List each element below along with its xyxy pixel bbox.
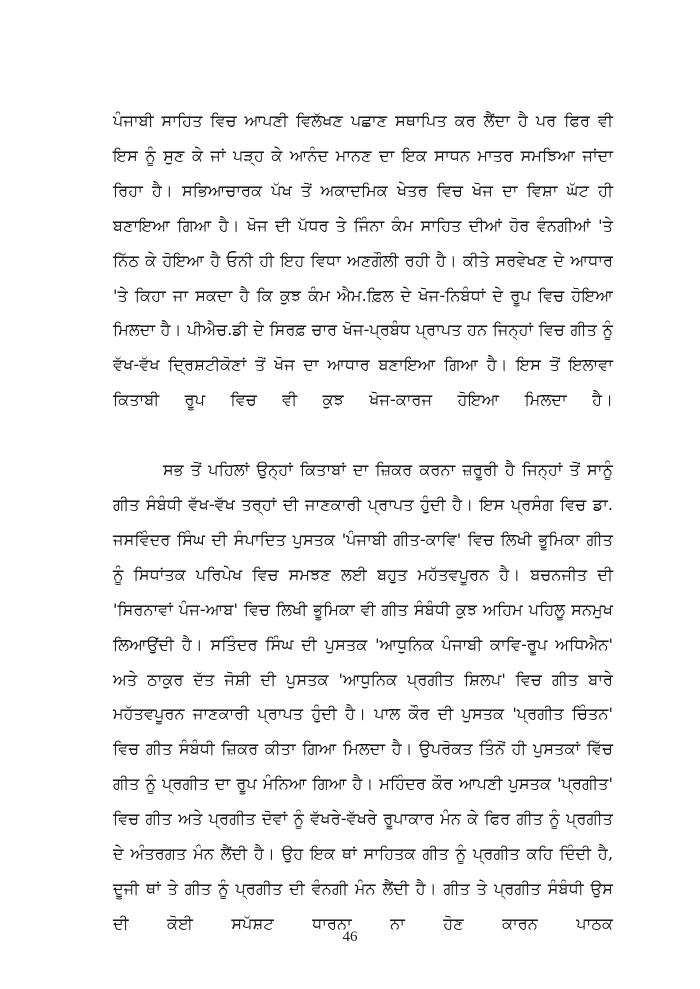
body-paragraph-2: ਸਭ ਤੋਂ ਪਹਿਲਾਂ ਉਨ੍ਹਾਂ ਕਿਤਾਬਾਂ ਦਾ ਜ਼ਿਕਰ ਕਰਨਾ ਜ਼ਰੂਰੀ ਹੈ ਜਿਨ੍ਹਾਂ ਤੋਂ ਸਾਨੂੰ ਗੀਤ ਸੰਬੰਧੀ ਵੱਖ-ਵੱਖ ਤਰ੍ਹਾਂ ਦੀ ਜਾਣਕਾਰੀ ਪ੍ਰਾਪਤ ਹੁੰਦੀ ਹੈ। ਇਸ ਪ੍ਰਸੰਗ ਵਿਚ ਡਾ. ਜਸਵਿੰਦਰ ਸਿੰਘ ਦੀ ਸੰਪਾਦਿਤ ਪੁਸਤਕ 'ਪੰਜਾਬੀ ਗੀਤ-ਕਾਵਿ' ਵਿਚ ਲਿਖੀ ਭੂਮਿਕਾ ਗੀਤ ਨੂੰ ਸਿਧਾਂਤਕ ਪਰਿਪੇਖ ਵਿਚ ਸਮਝਣ ਲਈ ਬਹੁਤ ਮਹੱਤਵਪੂਰਨ ਹੈ। ਬਚਨਜੀਤ ਦੀ 'ਸਿਰਨਾਵਾਂ ਪੰਜ-ਆਬ' ਵਿਚ ਲਿਖੀ ਭੂਮਿਕਾ ਵੀ ਗੀਤ ਸੰਬੰਧੀ ਕੁਝ ਅਹਿਮ ਪਹਿਲੂ ਸਨਮੁਖ ਲਿਆਉਂਦੀ ਹੈ। ਸਤਿੰਦਰ ਸਿੰਘ ਦੀ ਪੁਸਤਕ 'ਆਧੁਨਿਕ ਪੰਜਾਬੀ ਕਾਵਿ-ਰੂਪ ਅਧਿਐਨ' ਅਤੇ ਠਾਕੁਰ ਦੱਤ ਜੋਸ਼ੀ ਦੀ ਪੁਸਤਕ 'ਆਧੁਨਿਕ ਪ੍ਰਗੀਤ ਸ਼ਿਲਪ' ਵਿਚ ਗੀਤ ਬਾਰੇ ਮਹੱਤਵਪੂਰਨ ਜਾਣਕਾਰੀ ਪ੍ਰਾਪਤ ਹੁੰਦੀ ਹੈ। ਪਾਲ ਕੌਰ ਦੀ ਪੁਸਤਕ 'ਪ੍ਰਗੀਤ ਚਿੰਤਨ' ਵਿਚ ਗੀਤ ਸੰਬੰਧੀ ਜ਼ਿਕਰ ਕੀਤਾ ਗਿਆ ਮਿਲਦਾ ਹੈ। ਉਪਰੋਕਤ ਤਿੰਨੋਂ ਹੀ ਪੁਸਤਕਾਂ ਵਿੱਚ ਗੀਤ ਨੂੰ ਪ੍ਰਗੀਤ ਦਾ ਰੂਪ ਮੰਨਿਆ ਗਿਆ ਹੈ। ਮਹਿੰਦਰ ਕੌਰ ਆਪਣੀ ਪੁਸਤਕ 'ਪ੍ਰਗੀਤ' ਵਿਚ ਗੀਤ ਅਤੇ ਪ੍ਰਗੀਤ ਦੋਵਾਂ ਨੂੰ ਵੱਖਰੇ-ਵੱਖਰੇ ਰੂਪਾਕਾਰ ਮੰਨ ਕੇ ਫਿਰ ਗੀਤ ਨੂੰ ਪ੍ਰਗੀਤ ਦੇ ਅੰਤਰਗਤ ਮੰਨ ਲੈਂਦੀ ਹੈ। ਉਹ ਇਕ ਥਾਂ ਸਾਹਿਤਕ ਗੀਤ ਨੂੰ ਪ੍ਰਗੀਤ ਕਹਿ ਦਿੰਦੀ ਹੈ, ਦੂਜੀ ਥਾਂ ਤੇ ਗੀਤ ਨੂੰ ਪ੍ਰਗੀਤ ਦੀ ਵੰਨਗੀ ਮੰਨ ਲੈਂਦੀ ਹੈ। ਗੀਤ ਤੇ ਪ੍ਰਗੀਤ ਸੰਬੰਧੀ ਉਸ ਦੀ ਕੋਈ ਸਪੱਸ਼ਟ ਧਾਰਨਾ ਨਾ ਹੋਣ ਕਾਰਨ ਪਾਠਕ [113,460,613,933]
body-paragraph-1: ਪੰਜਾਬੀ ਸਾਹਿਤ ਵਿਚ ਆਪਣੀ ਵਿਲੱਖਣ ਪਛਾਣ ਸਥਾਪਿਤ ਕਰ ਲੈਂਦਾ ਹੈ ਪਰ ਫਿਰ ਵੀ ਇਸ ਨੂੰ ਸੁਣ ਕੇ ਜਾਂ ਪੜ੍ਹ ਕੇ ਆਨੰਦ ਮਾਨਣ ਦਾ ਇਕ ਸਾਧਨ ਮਾਤਰ ਸਮਝਿਆ ਜਾਂਦਾ ਰਿਹਾ ਹੈ। ਸਭਿਆਚਾਰਕ ਪੱਖ ਤੋਂ ਅਕਾਦਮਿਕ ਖੇਤਰ ਵਿਚ ਖੋਜ ਦਾ ਵਿਸ਼ਾ ਘੱਟ ਹੀ ਬਣਾਇਆ ਗਿਆ ਹੈ। ਖੋਜ ਦੀ ਪੱਧਰ ਤੇ ਜਿੰਨਾ ਕੰਮ ਸਾਹਿਤ ਦੀਆਂ ਹੋਰ ਵੰਨਗੀਆਂ 'ਤੇ ਨਿੱਠ ਕੇ ਹੋਇਆ ਹੈ ਓਨੀ ਹੀ ਇਹ ਵਿਧਾ ਅਣਗੌਲੀ ਰਹੀ ਹੈ। ਕੀਤੇ ਸਰਵੇਖਣ ਦੇ ਆਧਾਰ 'ਤੇ ਕਿਹਾ ਜਾ ਸਕਦਾ ਹੈ ਕਿ ਕੁਝ ਕੰਮ ਐਮ.ਫ਼ਿਲ ਦੇ ਖੋਜ-ਨਿਬੰਧਾਂ ਦੇ ਰੂਪ ਵਿਚ ਹੋਇਆ ਮਿਲਦਾ ਹੈ। ਪੀਐਚ.ਡੀ ਦੇ ਸਿਰਫ਼ ਚਾਰ ਖੋਜ-ਪ੍ਰਬੰਧ ਪ੍ਰਾਪਤ ਹਨ ਜਿਨ੍ਹਾਂ ਵਿਚ ਗੀਤ ਨੂੰ ਵੱਖ-ਵੱਖ ਦ੍ਰਿਸ਼ਟੀਕੋਣਾਂ ਤੋਂ ਖੋਜ ਦਾ ਆਧਾਰ ਬਣਾਇਆ ਗਿਆ ਹੈ। ਇਸ ਤੋਂ ਇਲਾਵਾ ਕਿਤਾਬੀ ਰੂਪ ਵਿਚ ਵੀ ਕੁਝ ਖੋਜ-ਕਾਰਜ ਹੋਇਆ ਮਿਲਦਾ ਹੈ। [113,111,613,410]
page-body-text [113,104,613,977]
page-number: 46 [342,929,358,945]
